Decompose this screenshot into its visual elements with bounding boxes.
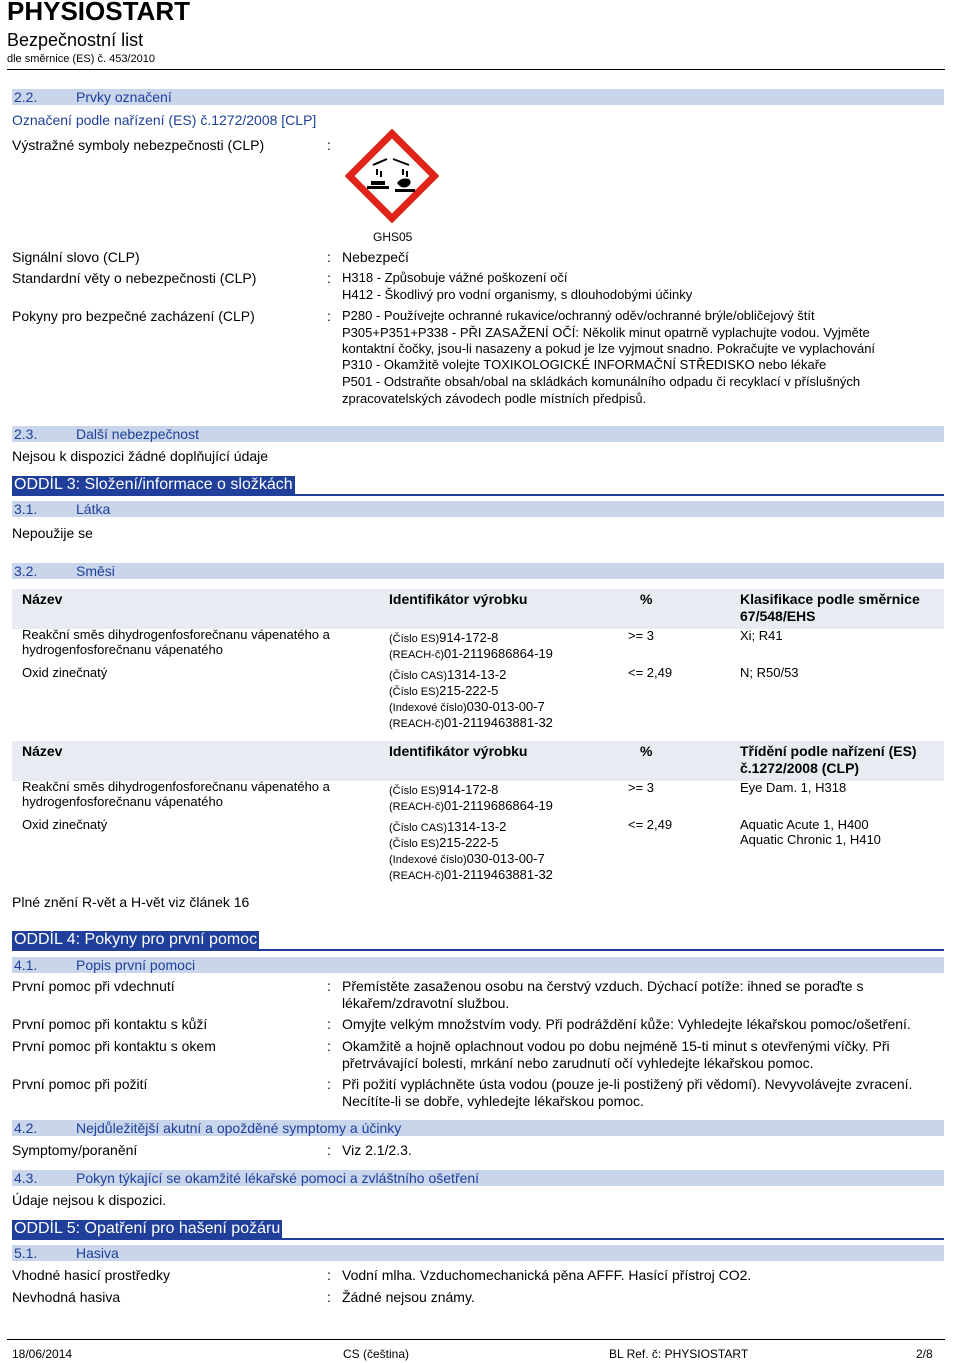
section-5-heading (12, 1220, 944, 1240)
section-2-2-bar (12, 89, 944, 105)
table-cell-name: hydrogenfosforečnanu vápenatého (22, 794, 223, 809)
section-4-2-bar (12, 1120, 944, 1136)
precautionary-statement: P305+P351+P338 - PŘI ZASAŽENÍ OČÍ: Několik minut opatrně vyplachujte vodou. Vyjměte (342, 325, 870, 340)
section-number: 2.3. (14, 426, 38, 442)
section-number: 2.2. (14, 89, 38, 105)
corrosion-icon (343, 125, 441, 225)
precautionary-statement: P501 - Odstraňte obsah/obal na skládkách komunálního odpadu či recyklací v příslušných (342, 374, 861, 389)
first-aid-label: První pomoc při kontaktu s kůží (12, 1016, 208, 1032)
section-number: 3.2. (14, 563, 38, 579)
hazard-statement: H412 - Škodlivý pro vodní organismy, s dlouhodobými účinky (342, 287, 693, 302)
first-aid-text: Při požití vypláchněte ústa vodou (pouze je-li postižený při vědomí). Nevyvolávejte zvracení. (342, 1076, 913, 1092)
table-cell-classification: Eye Dam. 1, H318 (740, 780, 847, 795)
extinguishing-label: Nevhodná hasiva (12, 1289, 121, 1305)
table-cell-classification: Xi; R41 (740, 628, 783, 643)
product-name: PHYSIOSTART (7, 0, 190, 26)
first-aid-label: První pomoc při požití (12, 1076, 148, 1092)
table-cell-percent: >= 3 (628, 628, 655, 643)
identifier-value: 1314-13-2 (447, 819, 507, 834)
symptoms-label: Symptomy/poranění (12, 1142, 138, 1158)
identifier-value: 1314-13-2 (447, 667, 507, 682)
section-number: 4.1. (14, 957, 38, 973)
extinguishing-label: Vhodné hasicí prostředky (12, 1267, 170, 1283)
section-title: Směsi (76, 563, 115, 579)
header-divider (7, 69, 945, 70)
signal-word-label: Signální slovo (CLP) (12, 249, 140, 265)
table-cell-name: Reakční směs dihydrogenfosforečnanu vápenatého a (22, 627, 330, 642)
section-number: 4.2. (14, 1120, 38, 1136)
identifier-value: 914-172-8 (439, 782, 499, 797)
section-4-1-bar (12, 957, 944, 973)
precautionary-label: Pokyny pro bezpečné zacházení (CLP) (12, 308, 255, 324)
column-header: % (640, 743, 653, 759)
section-title: Další nebezpečnost (76, 426, 199, 442)
table-cell-name: Oxid zinečnatý (22, 817, 108, 832)
table-cell-name: Oxid zinečnatý (22, 665, 108, 680)
section-5-1-bar (12, 1245, 944, 1261)
symptoms-value: Viz 2.1/2.3. (342, 1142, 412, 1158)
identifier-value: 01-2119463881-32 (444, 715, 553, 730)
table-cell-classification: Aquatic Acute 1, H400 (740, 817, 869, 832)
medical-attention-text: Údaje nejsou k dispozici. (12, 1192, 167, 1208)
section-4-title: ODDÍL 4: Pokyny pro první pomoc (14, 931, 258, 948)
precautionary-statement: P310 - Okamžitě volejte TOXIKOLOGICKÉ INFORMAČNÍ STŘEDISKO nebo lékaře (342, 357, 827, 372)
column-header: % (640, 591, 653, 607)
column-header: Název (22, 591, 63, 607)
section-4-heading (12, 931, 944, 951)
pictogram-code: GHS05 (373, 230, 413, 244)
extinguishing-value: Vodní mlha. Vzduchomechanická pěna AFFF. Hasící přístroj CO2. (342, 1267, 752, 1283)
footer-divider (7, 1339, 945, 1340)
table-cell-name: Reakční směs dihydrogenfosforečnanu vápenatého a (22, 779, 330, 794)
section-3-title: ODDÍL 3: Složení/informace o složkách (14, 476, 293, 493)
table-cell-percent: <= 2,49 (628, 665, 673, 680)
identifier-value: 914-172-8 (439, 630, 499, 645)
section-4-3-bar (12, 1170, 944, 1186)
column-header: Identifikátor výrobku (389, 591, 528, 607)
column-header: Třídění podle nařízení (ES) (740, 743, 917, 759)
column-header: Klasifikace podle směrnice (740, 591, 920, 607)
section-3-heading (12, 476, 944, 496)
column-header: Identifikátor výrobku (389, 743, 528, 759)
further-hazards-text: Nejsou k dispozici žádné doplňující údaje (12, 448, 269, 464)
table-cell-classification: N; R50/53 (740, 665, 799, 680)
first-aid-text: přetrvávající bolesti, mrkání nebo zarudnutí očí vyhledejte lékařskou pomoc. (342, 1055, 814, 1071)
identifier-value: 01-2119686864-19 (444, 798, 553, 813)
signal-word-value: Nebezpečí (342, 249, 409, 265)
first-aid-text: Omyjte velkým množstvím vody. Při podráždění kůže: Vyhledejte lékařskou pomoc/ošetření. (342, 1016, 911, 1032)
precautionary-statement: P280 - Používejte ochranné rukavice/ochranný oděv/ochranné brýle/obličejový štít (342, 308, 815, 323)
document-type: Bezpečnostní list (7, 30, 144, 50)
section-title: Prvky označení (76, 89, 172, 105)
identifier-value: 215-222-5 (439, 683, 499, 698)
first-aid-text: Necítíte-li se dobře, vyhledejte lékařskou pomoc. (342, 1093, 644, 1109)
table-cell-name: hydrogenfosforečnanu vápenatého (22, 642, 223, 657)
section-2-3-bar (12, 426, 944, 442)
column-header: 67/548/EHS (740, 608, 816, 624)
table-cell-percent: >= 3 (628, 780, 655, 795)
substance-text: Nepoužije se (12, 525, 93, 541)
section-title: Pokyn týkající se okamžité lékařské pomoci a zvláštního ošetření (76, 1170, 480, 1186)
footer-language: CS (čeština) (343, 1347, 410, 1361)
pictograms-label: Výstražné symboly nebezpečnosti (CLP) (12, 137, 265, 153)
precautionary-statement: kontaktní čočky, jsou-li nasazeny a pokud je lze vyjmout snadno. Pokračujte ve vyplachování (342, 341, 876, 356)
clp-subtitle: Označení podle nařízení (ES) č.1272/2008 [CLP] (12, 112, 317, 128)
section-number: 3.1. (14, 501, 38, 517)
section-title: Látka (76, 501, 111, 517)
section-title: Popis první pomoci (76, 957, 196, 973)
footer-reference: BL Ref. č: PHYSIOSTART (609, 1347, 749, 1361)
extinguishing-value: Žádné nejsou známy. (342, 1289, 475, 1305)
first-aid-label: První pomoc při kontaktu s okem (12, 1038, 216, 1054)
first-aid-text: Přemístěte zasaženou osobu na čerstvý vzduch. Dýchací potíže: ihned se poraďte s (342, 978, 864, 994)
table-cell-classification: Aquatic Chronic 1, H410 (740, 832, 881, 847)
precautionary-statement: zpracovatelských závodech podle místních předpisů. (342, 391, 647, 406)
column-header: Název (22, 743, 63, 759)
footer-page: 2/8 (916, 1347, 933, 1361)
identifier-value: 030-013-00-7 (466, 699, 545, 714)
identifier-value: 01-2119463881-32 (444, 867, 553, 882)
table-cell-percent: <= 2,49 (628, 817, 673, 832)
hazard-statement: H318 - Způsobuje vážné poškození očí (342, 270, 568, 285)
first-aid-text: lékařem/zdravotní službou. (342, 995, 510, 1011)
section-title: Hasiva (76, 1245, 119, 1261)
first-aid-label: První pomoc při vdechnutí (12, 978, 175, 994)
identifier-value: 215-222-5 (439, 835, 499, 850)
hazard-statements-label: Standardní věty o nebezpečnosti (CLP) (12, 270, 257, 286)
regulation-reference: dle směrnice (ES) č. 453/2010 (7, 53, 155, 65)
footer-date: 18/06/2014 (12, 1347, 73, 1361)
identifier-value: 01-2119686864-19 (444, 646, 553, 661)
section-3-2-bar (12, 563, 944, 579)
section-number: 4.3. (14, 1170, 38, 1186)
identifier-value: 030-013-00-7 (466, 851, 545, 866)
section-3-1-bar (12, 501, 944, 517)
column-header: č.1272/2008 (CLP) (740, 760, 860, 776)
full-text-note: Plné znění R-vět a H-vět viz článek 16 (12, 894, 250, 910)
section-5-title: ODDÍL 5: Opatření pro hašení požáru (14, 1220, 281, 1237)
section-title: Nejdůležitější akutní a opožděné symptomy a účinky (76, 1120, 402, 1136)
first-aid-text: Okamžitě a hojně oplachnout vodou po dobu nejméně 15-ti minut s otevřenými víčky. Při (342, 1038, 890, 1054)
section-number: 5.1. (14, 1245, 38, 1261)
